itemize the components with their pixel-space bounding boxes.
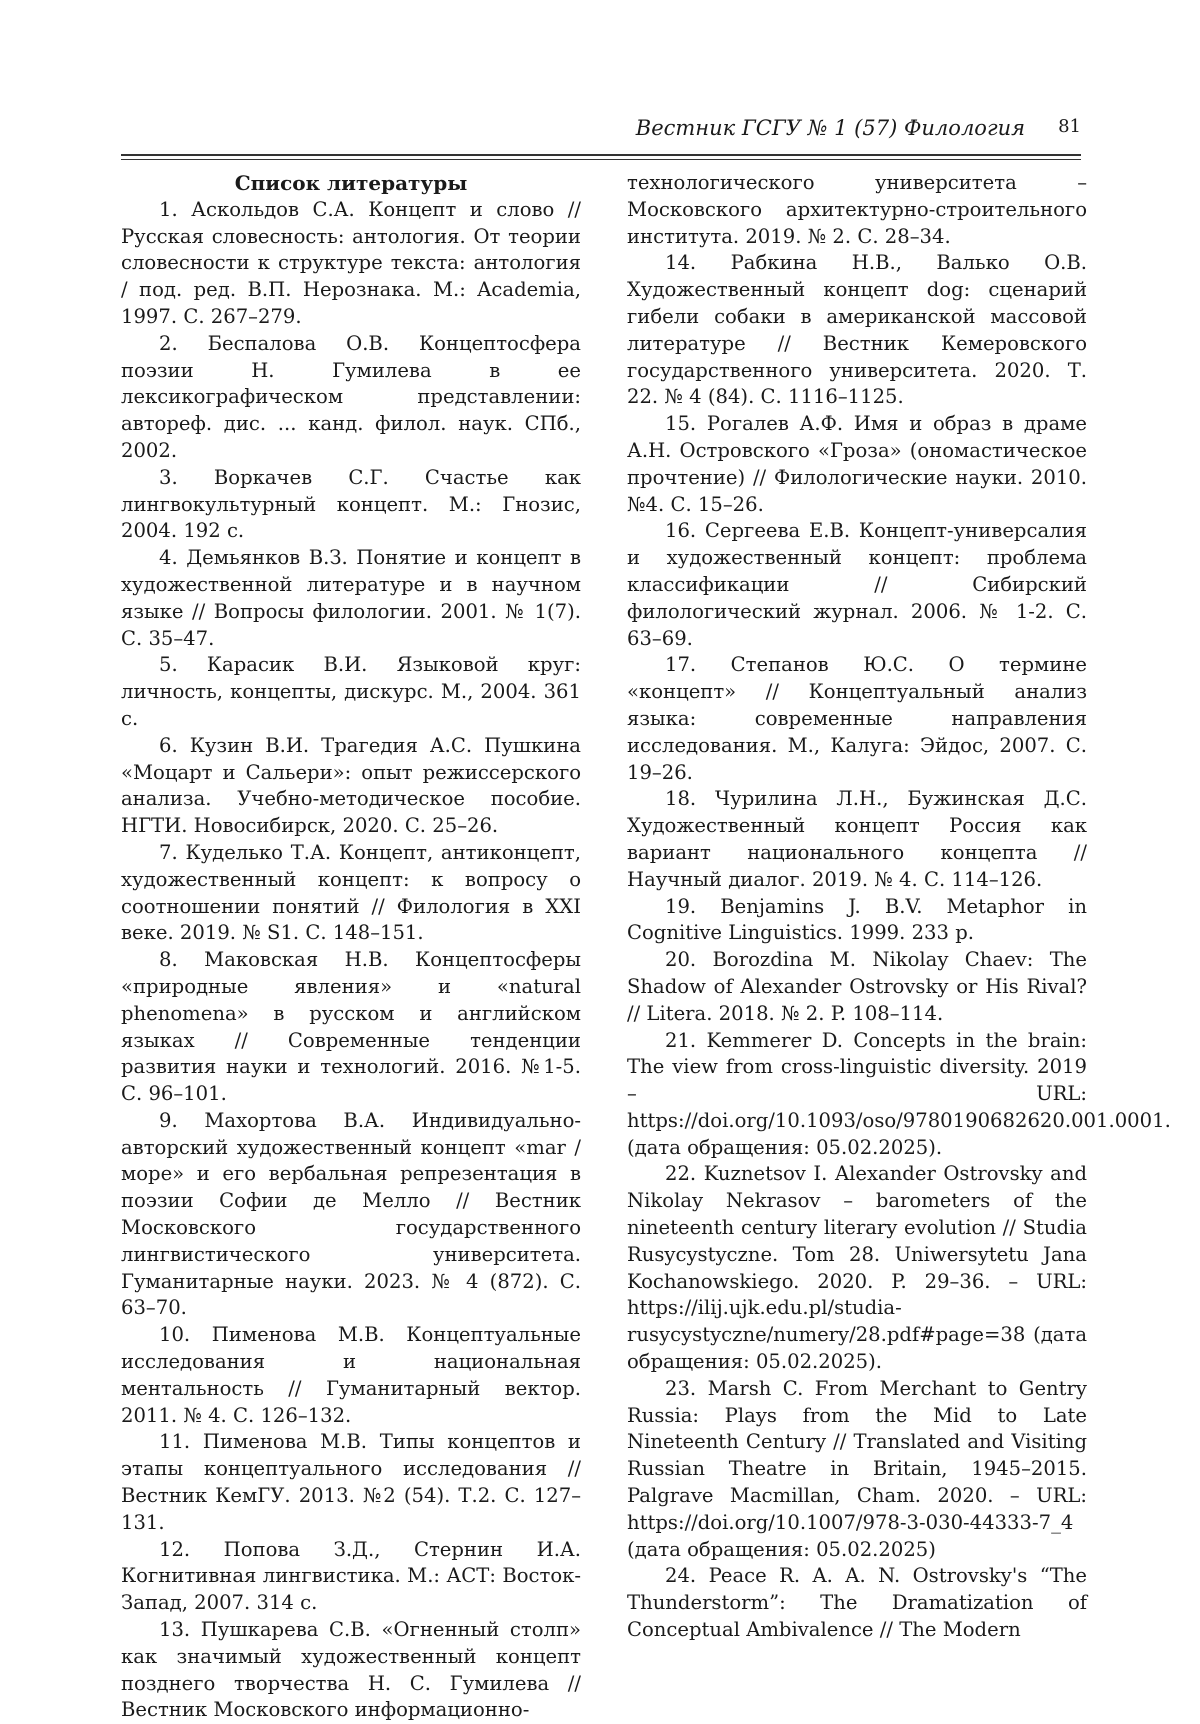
reference-item: 12. Попова З.Д., Стернин И.А. Когнитивная лингвистика. М.: АСТ: Восток-Запад, 2007. 314 с. (121, 1537, 581, 1615)
reference-item: 11. Пименова М.В. Типы концептов и этапы концептуального исследования // Вестник КемГУ. 2013. №2 (54). Т.2. С. 127–131. (121, 1430, 581, 1534)
reference-item: 18. Чурилина Л.Н., Бужинская Д.С. Художественный концепт Россия как вариант национального концепта // Научный диалог. 2019. № 4. С. 114–126. (627, 787, 1087, 891)
reference-item: 19. Benjamins J. B.V. Metaphor in Cognitive Linguistics. 1999. 233 p. (627, 894, 1087, 945)
reference-item: 3. Воркачев С.Г. Счастье как лингвокультурный концепт. М.: Гнозис, 2004. 192 с. (121, 465, 581, 543)
header-rule (121, 154, 1081, 156)
reference-item: 21. Kemmerer D. Concepts in the brain: The view from cross-linguistic diversity. 2019 – URL: https://doi.org/10.1093/oso/9780190682620.001.0001. (дата обращения: 05.02.2025). (627, 1028, 1171, 1159)
reference-item: 17. Степанов Ю.С. О термине «концепт» // Концептуальный анализ языка: современные направления исследования. М., Калуга: Эйдос, 2007. С. 19–26. (627, 653, 1087, 784)
page-number: 81 (1058, 116, 1081, 137)
right-column (627, 170, 1171, 1644)
journal-title: Вестник ГСГУ № 1 (57) Филология (635, 116, 1025, 140)
reference-item: 7. Куделько Т.А. Концепт, антиконцепт, художественный концепт: к вопросу о соотношении понятий // Филология в XXI веке. 2019. № S1. С. 148–151. (121, 840, 581, 945)
reference-item: 16. Сергеева Е.В. Концепт-универсалия и художественный концепт: проблема классификации // Сибирский филологический журнал. 2006. № 1-2. С. 63–69. (627, 519, 1087, 650)
reference-item: 24. Peace R. A. A. N. Ostrovsky's “The Thunderstorm”: The Dramatization of Conceptual Ambivalence // The Modern (627, 1564, 1087, 1642)
reference-item: 8. Маковская Н.В. Концептосферы «природные явления» и «natural phenomena» в русском и английском языках // Современные тенденции развития науки и технологий. 2016. №1-5. С. 96–101. (121, 948, 581, 1106)
reference-item: 2. Беспалова О.В. Концептосфера поэзии Н. Гумилева в ее лексикографическом представлении: автореф. дис. ... канд. филол. наук. СПб., 2002. (121, 331, 581, 462)
reference-item: 6. Кузин В.И. Трагедия А.С. Пушкина «Моцарт и Сальери»: опыт режиссерского анализа. Учебно-методическое пособие. НГТИ. Новосибирск, 2020. С. 25–26. (121, 733, 581, 838)
reference-item: 1. Аскольдов С.А. Концепт и слово // Русская словесность: антология. От теории словесности к структуре текста: антология / под. ред. В.П. Нерознака. М.: Academia, 1997. С. 267–279. (121, 197, 581, 328)
reference-item: 10. Пименова М.В. Концептуальные исследования и национальная ментальность // Гуманитарный вектор. 2011. № 4. С. 126–132. (121, 1323, 581, 1427)
left-column (121, 170, 581, 1724)
reference-continuation: технологического университета – Московского архитектурно-строительного института. 2019. № 2. С. 28–34. (627, 171, 1087, 248)
header-rule-thin (121, 159, 1081, 160)
reference-item: 13. Пушкарева С.В. «Огненный столп» как значимый художественный концепт позднего творчества Н. С. Гумилева // Вестник Московского информационно- (121, 1618, 581, 1722)
section-heading: Список литературы (234, 171, 468, 195)
reference-item: 23. Marsh C. From Merchant to Gentry Russia: Plays from the Mid to Late Nineteenth Century // Translated and Visiting Russian Theatre in Britain, 1945–2015. Palgrave Macmillan, Cham. 2020. – URL: https://doi.org/10.1007/978-3-030-44333-7_4 (дата обращения: 05.02.2025) (627, 1376, 1087, 1561)
reference-item: 15. Рогалев А.Ф. Имя и образ в драме А.Н. Островского «Гроза» (ономастическое прочтение) // Филологические науки. 2010. №4. С. 15–26. (627, 412, 1087, 516)
reference-item: 20. Borozdina M. Nikolay Chaev: The Shadow of Alexander Ostrovsky or His Rival? // Litera. 2018. № 2. P. 108–114. (627, 948, 1087, 1025)
running-header (121, 112, 1081, 142)
reference-item: 4. Демьянков В.З. Понятие и концепт в художественной литературе и в научном языке // Вопросы филологии. 2001. № 1(7). С. 35–47. (121, 546, 581, 650)
reference-item: 5. Карасик В.И. Языковой круг: личность, концепты, дискурс. М., 2004. 361 с. (121, 653, 581, 730)
reference-item: 9. Махортова В.А. Индивидуально-авторский художественный концепт «mar / море» и его вербальная репрезентация в поэзии Софии де Мелло // Вестник Московского государственного лингвистического университета. Гуманитарные науки. 2023. № 4 (872). С. 63–70. (121, 1108, 581, 1320)
reference-item: 22. Kuznetsov I. Alexander Ostrovsky and Nikolay Nekrasov – barometers of the nineteenth century literary evolution // Studia Rusycystyczne. Tom 28. Uniwersytetu Jana Kochanowskiego. 2020. P. 29–36. – URL: https://ilij.ujk.edu.pl/studia-rusycystyczne/numery/28.pdf#page=38 (дата обращения: 05.02.2025). (627, 1162, 1087, 1374)
reference-item: 14. Рабкина Н.В., Валько О.В. Художественный концепт dog: сценарий гибели собаки в американской массовой литературе // Вестник Кемеровского государственного университета. 2020. Т. 22. № 4 (84). С. 1116–1125. (627, 251, 1087, 409)
